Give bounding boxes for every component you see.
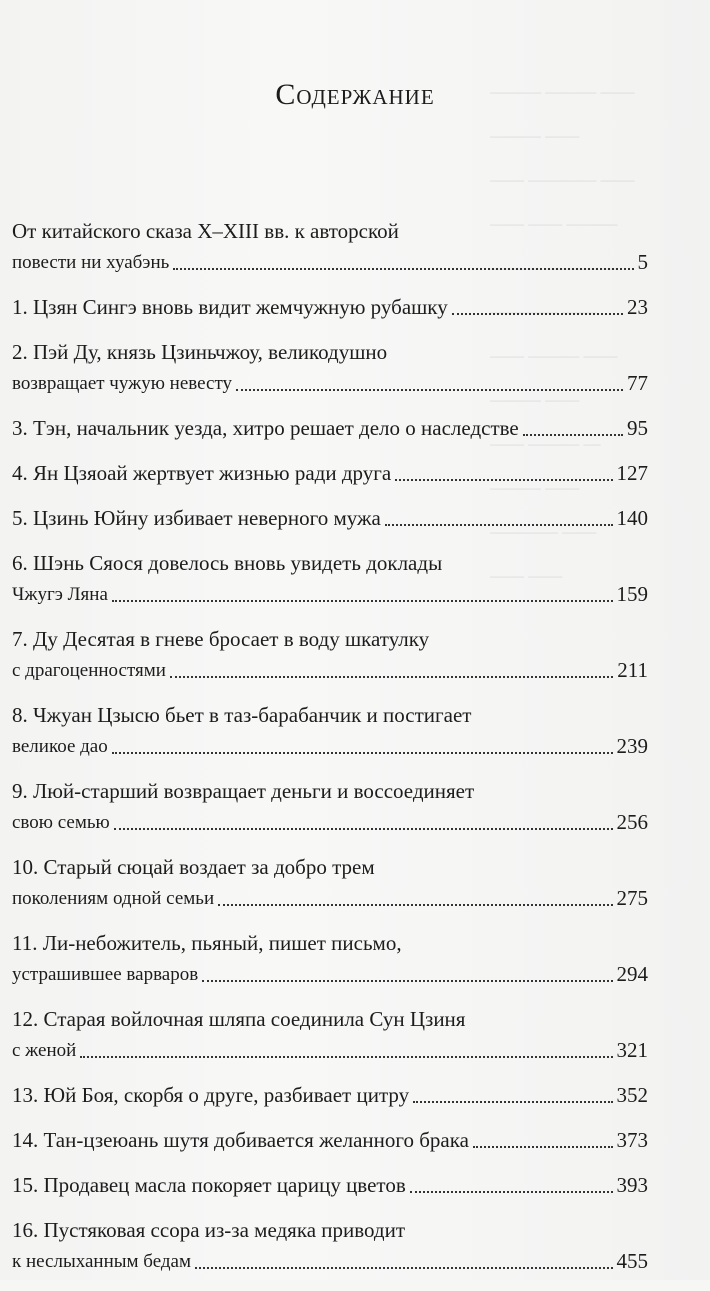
toc-entry	[12, 503, 648, 534]
toc-entry-line	[12, 1125, 648, 1156]
toc-entry	[12, 852, 648, 914]
toc-entry-title: свою семью	[12, 812, 110, 833]
toc-page-number: 95	[627, 416, 648, 440]
toc-entry-line	[12, 1170, 648, 1201]
toc-entry-title: 13. Юй Боя, скорбя о друге, разбивает цитру	[12, 1083, 410, 1107]
toc-entry-title: великое дао	[12, 736, 108, 757]
toc-entry-line	[12, 1246, 648, 1277]
leader-dots	[170, 676, 613, 678]
toc-entry-line	[12, 458, 648, 489]
toc-entry	[12, 413, 648, 444]
toc-entry-title: 9. Люй-старший возвращает деньги и воссоединяет	[12, 779, 475, 803]
toc-entry-title: поколениям одной семьи	[12, 888, 215, 909]
toc-entry-title: повести ни хуабэнь	[12, 252, 170, 273]
toc-entry-line	[12, 548, 648, 579]
leader-dots	[173, 268, 633, 270]
toc-entry-line	[12, 700, 648, 731]
toc-entry-title: с женой	[12, 1040, 77, 1061]
toc-entry-title: 11. Ли-небожитель, пьяный, пишет письмо,	[12, 931, 402, 955]
toc-page-number: 211	[617, 658, 648, 682]
toc-entry-line	[12, 624, 648, 655]
toc-entry-title: Чжугэ Ляна	[12, 584, 108, 605]
toc-entry-title: 16. Пустяковая ссора из-за медяка приводит	[12, 1218, 406, 1242]
toc-page-number: 239	[616, 734, 648, 758]
toc-entry-line	[12, 1215, 648, 1246]
toc-page-number: 294	[616, 962, 648, 986]
leader-dots	[473, 1146, 613, 1148]
toc-entry-title: 1. Цзян Сингэ вновь видит жемчужную рубашку	[12, 295, 448, 319]
toc-page-number: 275	[616, 886, 648, 910]
toc-entry	[12, 1080, 648, 1111]
toc-entry-title: 2. Пэй Ду, князь Цзиньчжоу, великодушно	[12, 340, 388, 364]
leader-dots	[112, 752, 613, 754]
toc-entry-title: возвращает чужую невесту	[12, 373, 233, 394]
leader-dots	[202, 980, 612, 982]
toc-entry-line	[12, 579, 648, 610]
toc-page-number: 393	[616, 1173, 648, 1197]
toc-page-number: 5	[637, 250, 648, 274]
leader-dots	[385, 524, 613, 526]
toc-entry	[12, 1215, 648, 1277]
toc-entry	[12, 292, 648, 323]
leader-dots	[395, 479, 612, 481]
toc-entry	[12, 1004, 648, 1066]
toc-entry-line	[12, 655, 648, 686]
toc-entry	[12, 776, 648, 838]
toc-entry-line	[12, 731, 648, 762]
toc-entry-title: к неслыханным бедам	[12, 1251, 192, 1272]
toc-entry-line	[12, 292, 648, 323]
leader-dots	[236, 389, 623, 391]
toc-entry	[12, 624, 648, 686]
show-through-text: ——— ——— —— ——— —— —— ———— —— —— —— ——— ——— ——— — ———— —— —— ——— —— ——— —— —— ——— — ——— —— ———— —— —— ——	[490, 82, 635, 585]
toc-page-number: 159	[616, 582, 648, 606]
toc-entry	[12, 928, 648, 990]
toc-page-number: 127	[616, 461, 648, 485]
leader-dots	[114, 828, 613, 830]
toc-page-number: 23	[627, 295, 648, 319]
toc-entry-line	[12, 1080, 648, 1111]
page-title: Содержание	[275, 78, 435, 111]
toc-entry-line	[12, 1035, 648, 1066]
toc-entry	[12, 216, 648, 278]
toc-entry-line	[12, 883, 648, 914]
toc-entry-line	[12, 807, 648, 838]
toc-entry-title: 15. Продавец масла покоряет царицу цветов	[12, 1173, 406, 1197]
toc-entry-title: 4. Ян Цзяоай жертвует жизнью ради друга	[12, 461, 392, 485]
leader-dots	[80, 1056, 612, 1058]
toc-page-number: 455	[616, 1249, 648, 1273]
toc-page-number: 140	[616, 506, 648, 530]
table-of-contents	[12, 216, 648, 1291]
toc-entry-title: 6. Шэнь Сяося довелось вновь увидеть доклады	[12, 551, 443, 575]
toc-entry	[12, 700, 648, 762]
toc-entry	[12, 337, 648, 399]
toc-entry-title: 12. Старая войлочная шляпа соединила Сун Цзиня	[12, 1007, 466, 1031]
toc-entry-title: 8. Чжуан Цзысю бьет в таз-барабанчик и постигает	[12, 703, 472, 727]
toc-entry-title: 3. Тэн, начальник уезда, хитро решает дело о наследстве	[12, 416, 519, 440]
toc-page-number: 77	[627, 371, 648, 395]
toc-entry-line	[12, 337, 648, 368]
leader-dots	[195, 1267, 612, 1269]
leader-dots	[452, 313, 623, 315]
toc-page-number: 352	[616, 1083, 648, 1107]
toc-entry-line	[12, 928, 648, 959]
toc-entry-title: 7. Ду Десятая в гневе бросает в воду шкатулку	[12, 627, 430, 651]
toc-page-number: 321	[616, 1038, 648, 1062]
toc-entry	[12, 1170, 648, 1201]
toc-entry-line	[12, 368, 648, 399]
leader-dots	[410, 1191, 613, 1193]
toc-entry-title: с драгоценностями	[12, 660, 166, 681]
toc-entry-line	[12, 959, 648, 990]
toc-page-number: 373	[616, 1128, 648, 1152]
toc-entry	[12, 458, 648, 489]
toc-entry-line	[12, 503, 648, 534]
toc-entry-title: 5. Цзинь Юйну избивает неверного мужа	[12, 506, 381, 530]
toc-entry-line	[12, 413, 648, 444]
toc-entry-line	[12, 1004, 648, 1035]
toc-entry-line	[12, 776, 648, 807]
toc-entry	[12, 1125, 648, 1156]
toc-entry-title: 10. Старый сюцай воздает за добро трем	[12, 855, 375, 879]
leader-dots	[523, 434, 623, 436]
toc-entry-line	[12, 247, 648, 278]
toc-entry	[12, 548, 648, 610]
toc-entry-line	[12, 852, 648, 883]
toc-entry-title: устрашившее варваров	[12, 964, 199, 985]
leader-dots	[218, 904, 612, 906]
leader-dots	[112, 600, 613, 602]
toc-page-number: 256	[616, 810, 648, 834]
toc-entry-title: От китайского сказа X–XIII вв. к авторской	[12, 219, 399, 243]
toc-entry-title: 14. Тан-цзеюань шутя добивается желанного брака	[12, 1128, 469, 1152]
toc-entry-line	[12, 216, 648, 247]
leader-dots	[413, 1101, 612, 1103]
